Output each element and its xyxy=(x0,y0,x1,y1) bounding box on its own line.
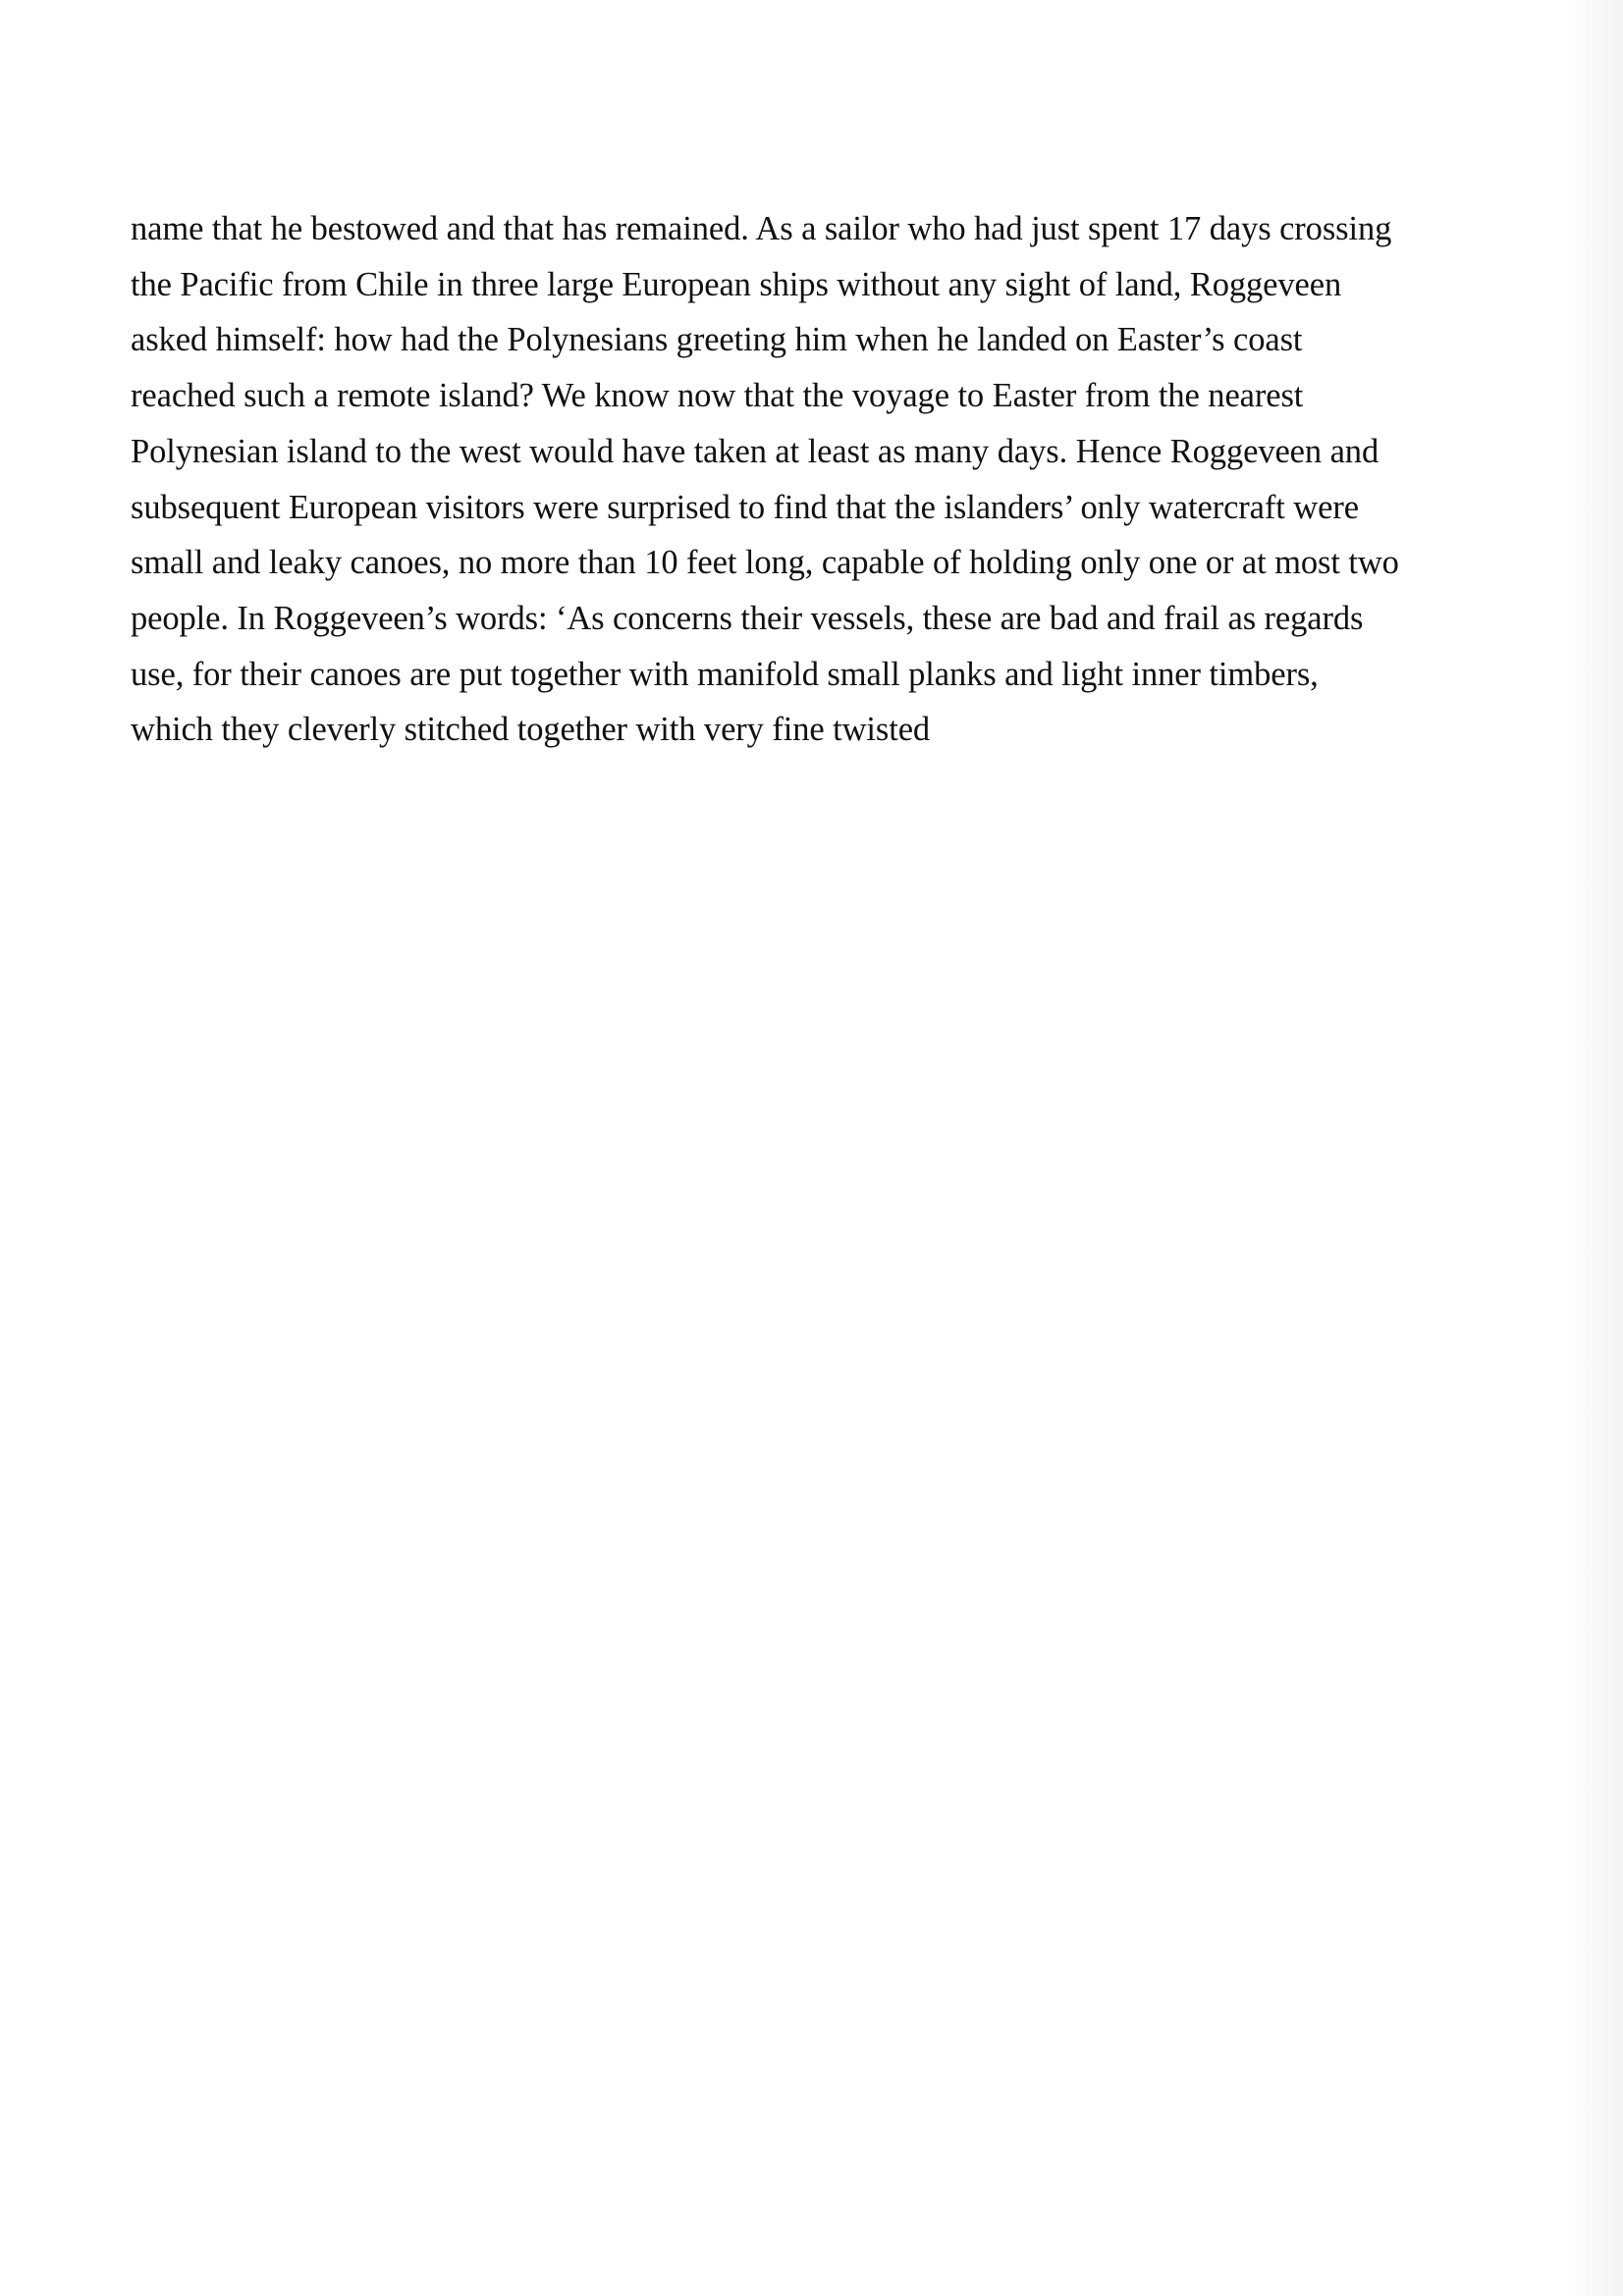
page-edge-shadow xyxy=(1564,0,1623,2296)
paragraph-line-9: use, for their canoes are put together with manifold small planks and light inner timbers, xyxy=(131,655,1319,693)
paragraph-line-7: small and leaky canoes, no more than 10 feet long, capable of holding only one or at most two xyxy=(131,544,1399,582)
paragraph-line-6: subsequent European visitors were surprised to find that the islanders’ only watercraft were xyxy=(131,488,1359,526)
paragraph-line-10: which they cleverly stitched together with very fine twisted xyxy=(131,711,931,749)
paragraph-line-4: reached such a remote island? We know now that the voyage to Easter from the nearest xyxy=(131,377,1304,415)
paragraph-line-2: the Pacific from Chile in three large European ships without any sight of land, Roggeveen xyxy=(131,265,1342,303)
paragraph-line-1: name that he bestowed and that has remained. As a sailor who had just spent 17 days crossing xyxy=(131,210,1392,247)
body-paragraph xyxy=(131,201,1554,758)
paragraph-line-5: Polynesian island to the west would have taken at least as many days. Hence Roggeveen and xyxy=(131,432,1380,470)
paragraph-line-3: asked himself: how had the Polynesians greeting him when he landed on Easter’s coast xyxy=(131,321,1303,359)
paragraph-line-8: people. In Roggeveen’s words: ‘As concerns their vessels, these are bad and frail as regards xyxy=(131,599,1364,637)
